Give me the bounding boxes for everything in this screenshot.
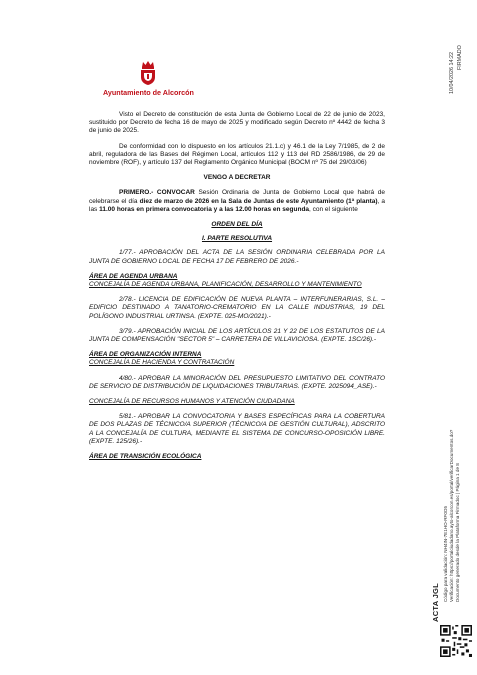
- municipal-logo: [103, 60, 193, 97]
- agenda-item-4: 4/80.- APROBAR LA MINORACIÓN DEL PRESUPUESTO LIMITATIVO DEL CONTRATO DE SERVICIO DE DISTRIBUCIÓN DE LIQUIDACIONES TRIBUTARIAS. (EXPTE. 2025094_ASE).-: [89, 374, 385, 390]
- signature-status: FIRMADO: [457, 45, 463, 70]
- agenda-item-1: 1/77.- APROBACIÓN DEL ACTA DE LA SESIÓN ORDINARIA CELEBRADA POR LA JUNTA DE GOBIERNO LOCAL DE FECHA 17 DE FEBRERO DE 2026.-: [89, 249, 385, 265]
- agenda-item-3: 3/79.- APROBACIÓN INICIAL DE LOS ARTÍCULOS 21 Y 22 DE LOS ESTATUTOS DE LA JUNTA DE COMPENSACIÓN "SECTOR 5" – CARRETERA DE VILLAVICIOSA. (EXPTE. 1SC/26).-: [89, 327, 385, 344]
- agenda-item-2: 2/78.- LICENCIA DE EDIFICACIÓN DE NUEVA PLANTA – INTERFUNERARIAS, S.L. – EDIFICIO DESTINADO A TANATORIO-CREMATORIO EN LA CALLE INDUSTRIAS, 19 DEL POLÍGONO INDUSTRIAL URTINSA. (EXPTE. 025-MO/2021).-: [89, 296, 385, 320]
- department-heading-urban: CONCEJALÍA DE AGENDA URBANA, PLANIFICACIÓN, DESARROLLO Y MANTENIMIENTO: [89, 281, 362, 289]
- crown-shield-icon: [139, 60, 157, 86]
- org-name: Ayuntamiento de Alcorcón: [103, 88, 194, 97]
- paragraph-legal-basis: De conformidad con lo dispuesto en los artículos 21.1.c) y 46.1 de la Ley 7/1985, de 2 de abril, reguladora de las Bases del Régimen Local, artículos 112 y 113 del RD 2586/1986, de 29 de noviembre (ROF), y artículo 137 del Reglamento Orgánico Municipal (BOCM nº 75 del 29/03/06): [89, 142, 385, 167]
- paragraph-decree: Visto el Decreto de constitución de esta Junta de Gobierno Local de 22 de junio de 2023, sustituido por Decreto de fecha 16 de mayo de 2025 y modificado según Decreto nº 4442 de fecha 3 de junio de 2025.: [89, 111, 385, 135]
- acta-label: ACTA JGL: [431, 582, 440, 622]
- signature-date: 10/04/2026 14:22: [449, 52, 455, 94]
- department-heading-finance: CONCEJALÍA DE HACIENDA Y CONTRATACIÓN: [89, 359, 235, 367]
- part-title: I. PARTE RESOLUTIVA: [201, 235, 273, 243]
- department-heading-hr: CONCEJALÍA DE RECURSOS HUMANOS Y ATENCIÓN CIUDADANA: [89, 398, 295, 406]
- paragraph-convocation: PRIMERO.- CONVOCAR Sesión Ordinaria de Junta de Gobierno Local que habrá de celebrarse el día diez de marzo de 2026 en la Sala de Juntas de este Ayuntamiento (1ª planta), a las 11.00 horas en primera convocatoria y a las 12.00 horas en segunda, con el siguiente: [89, 189, 385, 213]
- qr-code-icon: [440, 625, 472, 657]
- verification-code: Código para validación: NH4IN-7E1HO-RF0O5: [443, 506, 448, 602]
- area-heading-urban: ÁREA DE AGENDA URBANA: [89, 272, 178, 280]
- decree-heading: VENGO A DECRETAR: [203, 174, 271, 182]
- agenda-item-5: 5/81.- APROBAR LA CONVOCATORIA Y BASES ESPECÍFICAS PARA LA COBERTURA DE DOS PLAZAS DE TÉCNICO/A SUPERIOR (TÉCNICO/A DE GESTIÓN CULTURAL), ADSCRITO A LA CONCEJALÍA DE CULTURA, MEDIANTE EL SISTEMA DE CONCURSO-OPOSICIÓN LIBRE. (EXPTE. 125/26).-: [89, 413, 385, 445]
- area-heading-internal: ÁREA DE ORGANIZACIÓN INTERNA: [89, 351, 202, 359]
- generated-by: Documento generado desde la Plataforma Firmadoc | Página 1 de 8: [455, 463, 460, 602]
- area-heading-ecology: ÁREA DE TRANSICIÓN ECOLÓGICA: [89, 453, 202, 461]
- verification-url[interactable]: Verificación: https://portalciudadano.ayto-alcorcon.es/portal/verificarDocumentos.do?: [449, 429, 454, 602]
- document-body: [89, 111, 385, 461]
- agenda-title: ORDEN DEL DÍA: [211, 221, 263, 229]
